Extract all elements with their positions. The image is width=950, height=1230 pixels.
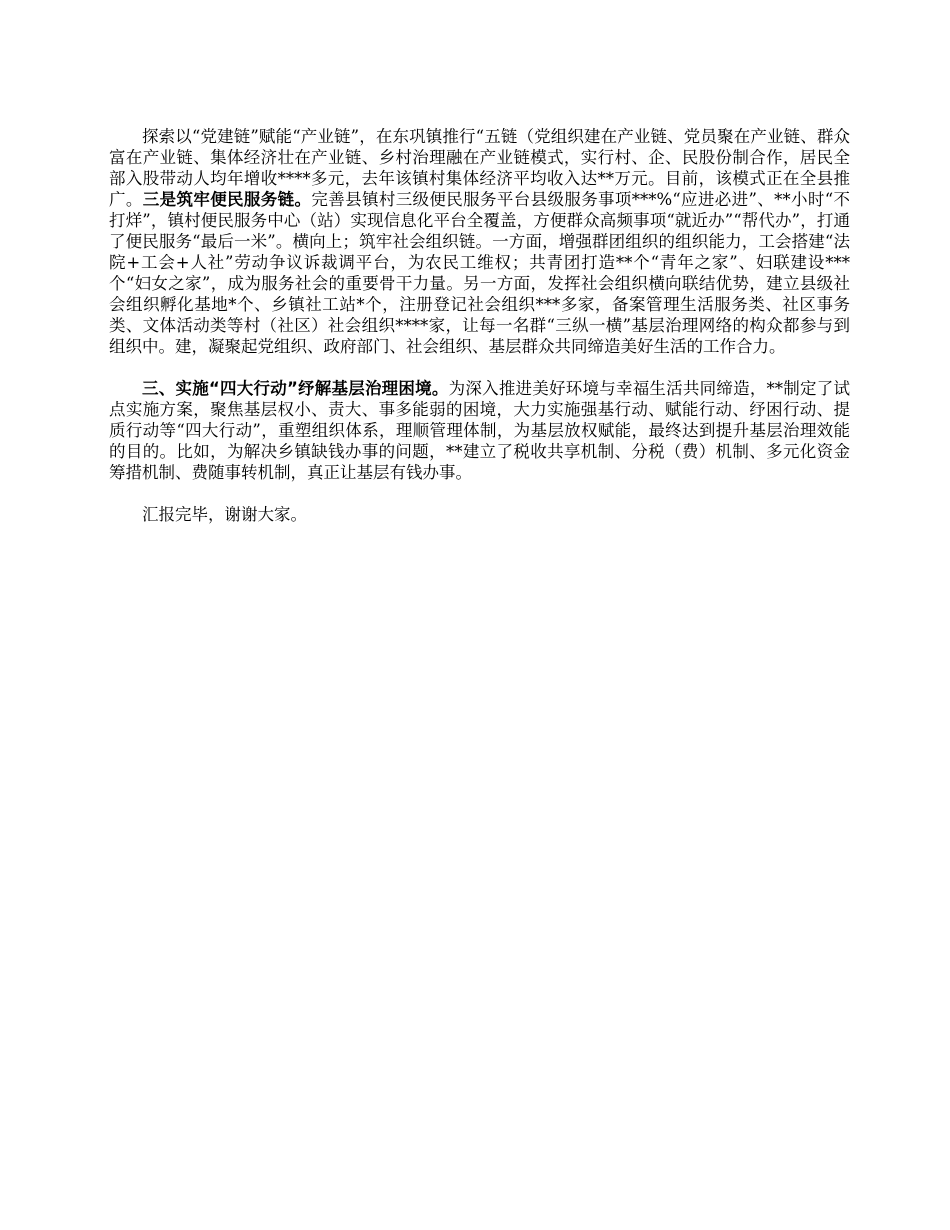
paragraph-four-actions	[109, 378, 850, 483]
paragraph-closing	[109, 504, 850, 525]
document-body	[109, 126, 850, 546]
paragraph-text: 为深入推进美好环境与幸福生活共同缔造，**制定了试点实施方案，聚焦基层权小、责大、事多能弱的困境，大力实施强基行动、赋能行动、纾困行动、提质行动等“四大行动”，重塑组织体系，理顺管理体制，为基层放权赋能，最终达到提升基层治理效能的目的。比如，为解决乡镇缺钱办事的问题，**建立了税收共享机制、分税（费）机制、多元化资金筹措机制、费随事转机制，真正让基层有钱办事。	[109, 379, 850, 482]
closing-text: 汇报完毕，谢谢大家。	[142, 505, 307, 524]
bold-heading-service-chain: 三是筑牢便民服务链。	[142, 190, 312, 209]
paragraph-service-chain	[109, 126, 850, 357]
paragraph-text: 完善县镇村三级便民服务平台县级服务事项***%“应进必进”、**小时“不打烊”，镇村便民服务中心（站）实现信息化平台全覆盖，方便群众高频事项“就近办”“帮代办”，打通了便民服务“最后一米”。横向上；筑牢社会组织链。一方面，增强群团组织的组织能力，工会搭建“法院+工会+人社”劳动争议诉裁调平台，为农民工维权；共青团打造**个“青年之家”、妇联建设***个“妇女之家”，成为服务社会的重要骨干力量。另一方面，发挥社会组织横向联结优势，建立县级社会组织孵化基地*个、乡镇社工站*个，注册登记社会组织***多家，备案管理生活服务类、社区事务类、文体活动类等村（社区）社会组织****家，让每一名群“三纵一横”基层治理网络的构众都参与到组织中。建，凝聚起党组织、政府部门、社会组织、基层群众共同缔造美好生活的工作合力。	[109, 190, 851, 356]
section-heading-four-actions: 三、实施“四大行动”纾解基层治理困境。	[142, 379, 449, 398]
paragraph-text: 探索以“党建链”赋能“产业链”，在东巩镇推行“五链（党组织建在产业链、党员聚在产业链、群众富在产业链、集体经济壮在产业链、乡村治理融在产业链模式，实行村、企、民股份制合作，居民全部入股带动人均年增收****多元，去年该镇村集体经济平均收入达**万元。目前，该模式正在全县推广。	[109, 127, 850, 209]
